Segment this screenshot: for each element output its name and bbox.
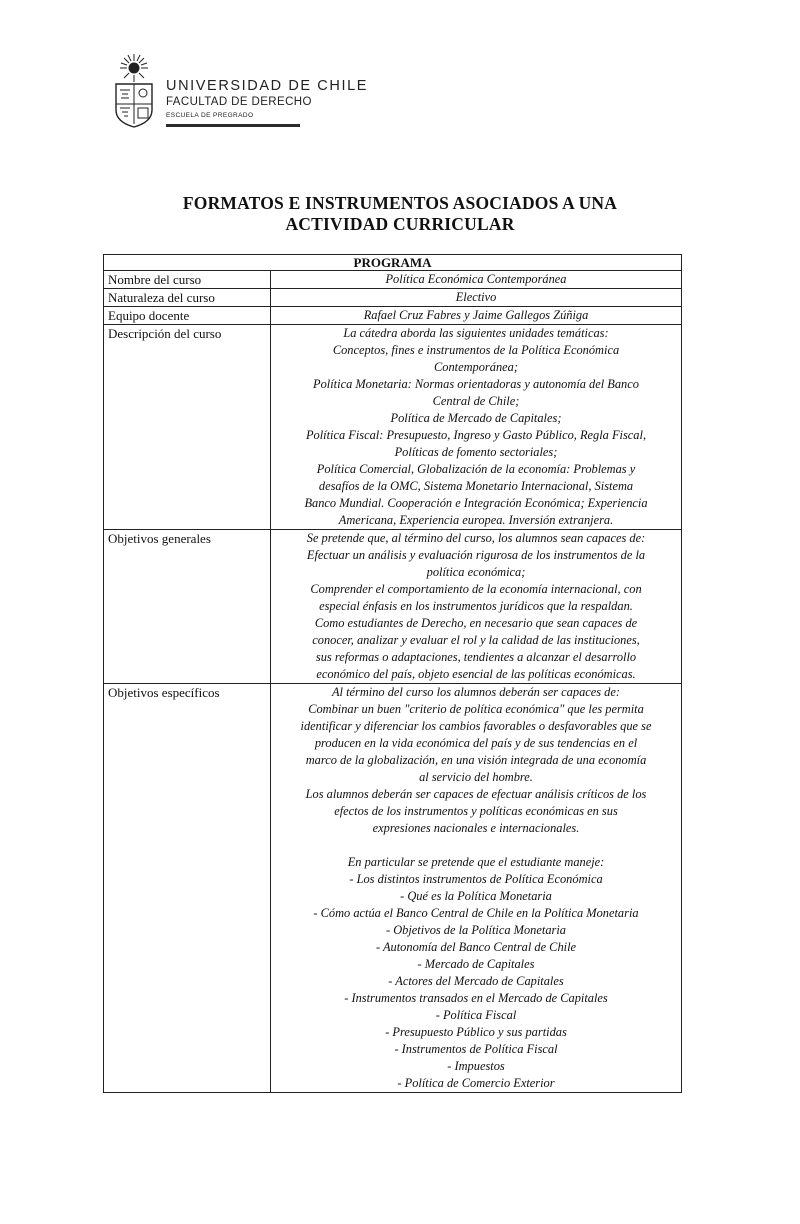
row-label: Equipo docente bbox=[104, 307, 271, 325]
value-line: Política Monetaria: Normas orientadoras y autonomía del Banco bbox=[313, 377, 639, 391]
value-line: Políticas de fomento sectoriales; bbox=[394, 445, 558, 459]
row-value bbox=[271, 684, 682, 1093]
value-line: - Objetivos de la Política Monetaria bbox=[386, 923, 566, 937]
table-row bbox=[104, 307, 682, 325]
value-line: - Mercado de Capitales bbox=[417, 957, 535, 971]
value-line: producen en la vida económica del país y de sus tendencias en el bbox=[314, 736, 638, 750]
table-row bbox=[104, 684, 682, 1093]
row-value bbox=[271, 271, 682, 289]
value-line: Conceptos, fines e instrumentos de la Política Económica bbox=[332, 343, 620, 357]
value-line: marco de la globalización, en una visión integrada de una economía bbox=[305, 753, 647, 767]
value-line: - Presupuesto Público y sus partidas bbox=[385, 1025, 567, 1039]
institution-name: UNIVERSIDAD DE CHILE bbox=[166, 78, 369, 94]
value-line: desafíos de la OMC, Sistema Monetario Internacional, Sistema bbox=[318, 479, 634, 493]
value-line: - Instrumentos transados en el Mercado de Capitales bbox=[344, 991, 608, 1005]
value-line: especial énfasis en los instrumentos jurídicos que la respaldan. bbox=[319, 599, 633, 613]
value-line: Como estudiantes de Derecho, en necesario que sean capaces de bbox=[314, 616, 638, 630]
value-line: - Instrumentos de Política Fiscal bbox=[394, 1042, 558, 1056]
value-line: al servicio del hombre. bbox=[419, 770, 533, 784]
value-line: sus reformas o adaptaciones, tendientes a alcanzar el desarrollo bbox=[315, 650, 637, 664]
value-line: En particular se pretende que el estudiante maneje: bbox=[347, 855, 605, 869]
row-value bbox=[271, 289, 682, 307]
table-row bbox=[104, 271, 682, 289]
row-label: Nombre del curso bbox=[104, 271, 271, 289]
university-crest-icon bbox=[108, 52, 160, 128]
letterhead bbox=[108, 52, 369, 128]
row-value bbox=[271, 307, 682, 325]
value-line: Política Fiscal: Presupuesto, Ingreso y Gasto Público, Regla Fiscal, bbox=[305, 428, 647, 442]
table-row bbox=[104, 325, 682, 530]
value-line: Contemporánea; bbox=[434, 360, 518, 374]
value-line: Política Comercial, Globalización de la economía: Problemas y bbox=[316, 462, 636, 476]
title-line: FORMATOS E INSTRUMENTOS ASOCIADOS A UNA bbox=[182, 193, 618, 213]
value-line: - Autonomía del Banco Central de Chile bbox=[375, 940, 577, 954]
row-label: Objetivos específicos bbox=[104, 684, 271, 1093]
value-line: Rafael Cruz Fabres y Jaime Gallegos Zúñiga bbox=[363, 308, 589, 322]
school-name: ESCUELA DE PREGRADO bbox=[166, 112, 254, 119]
value-line: - Cómo actúa el Banco Central de Chile en la Política Monetaria bbox=[313, 906, 639, 920]
value-line: Comprender el comportamiento de la economía internacional, con bbox=[310, 582, 642, 596]
value-line: expresiones nacionales e internacionales. bbox=[372, 821, 580, 835]
row-value bbox=[271, 530, 682, 684]
value-line: Americana, Experiencia europea. Inversión extranjera. bbox=[338, 513, 614, 527]
table-heading: PROGRAMA bbox=[104, 255, 682, 271]
value-line: Los alumnos deberán ser capaces de efectuar análisis críticos de los bbox=[305, 787, 647, 801]
value-line: Efectuar un análisis y evaluación rigurosa de los instrumentos de la bbox=[306, 548, 646, 562]
row-label: Objetivos generales bbox=[104, 530, 271, 684]
value-line: identificar y diferenciar los cambios favorables o desfavorables que se bbox=[300, 719, 652, 733]
value-line: - Impuestos bbox=[447, 1059, 505, 1073]
row-label: Naturaleza del curso bbox=[104, 289, 271, 307]
value-line: Banco Mundial. Cooperación e Integración Económica; Experiencia bbox=[304, 496, 648, 510]
page-title bbox=[100, 193, 700, 235]
value-line: - Qué es la Política Monetaria bbox=[400, 889, 552, 903]
value-line: La cátedra aborda las siguientes unidades temáticas: bbox=[343, 326, 609, 340]
program-table bbox=[103, 254, 682, 1093]
value-line: - Actores del Mercado de Capitales bbox=[388, 974, 564, 988]
row-label: Descripción del curso bbox=[104, 325, 271, 530]
letterhead-divider bbox=[166, 124, 300, 127]
value-line: política económica; bbox=[426, 565, 526, 579]
value-line: Electivo bbox=[455, 290, 497, 304]
value-line: económico del país, objeto esencial de las políticas económicas. bbox=[316, 667, 636, 681]
value-line: - Política de Comercio Exterior bbox=[397, 1076, 555, 1090]
value-line: Al término del curso los alumnos deberán ser capaces de: bbox=[331, 685, 621, 699]
value-line: Combinar un buen "criterio de política económica" que les permita bbox=[308, 702, 644, 716]
title-line: ACTIVIDAD CURRICULAR bbox=[285, 214, 515, 234]
value-line: Central de Chile; bbox=[432, 394, 520, 408]
row-value bbox=[271, 325, 682, 530]
blank-line bbox=[275, 837, 677, 854]
table-header-row bbox=[104, 255, 682, 271]
table-row bbox=[104, 530, 682, 684]
value-line: efectos de los instrumentos y políticas económicas en sus bbox=[334, 804, 618, 818]
value-line: - Política Fiscal bbox=[435, 1008, 517, 1022]
value-line: conocer, analizar y evaluar el rol y la calidad de las instituciones, bbox=[312, 633, 640, 647]
value-line: Política Económica Contemporánea bbox=[385, 272, 567, 286]
faculty-name: FACULTAD DE DERECHO bbox=[166, 96, 312, 108]
value-line: Se pretende que, al término del curso, los alumnos sean capaces de: bbox=[306, 531, 646, 545]
value-line: - Los distintos instrumentos de Política Económica bbox=[349, 872, 603, 886]
value-line: Política de Mercado de Capitales; bbox=[390, 411, 562, 425]
table-row bbox=[104, 289, 682, 307]
